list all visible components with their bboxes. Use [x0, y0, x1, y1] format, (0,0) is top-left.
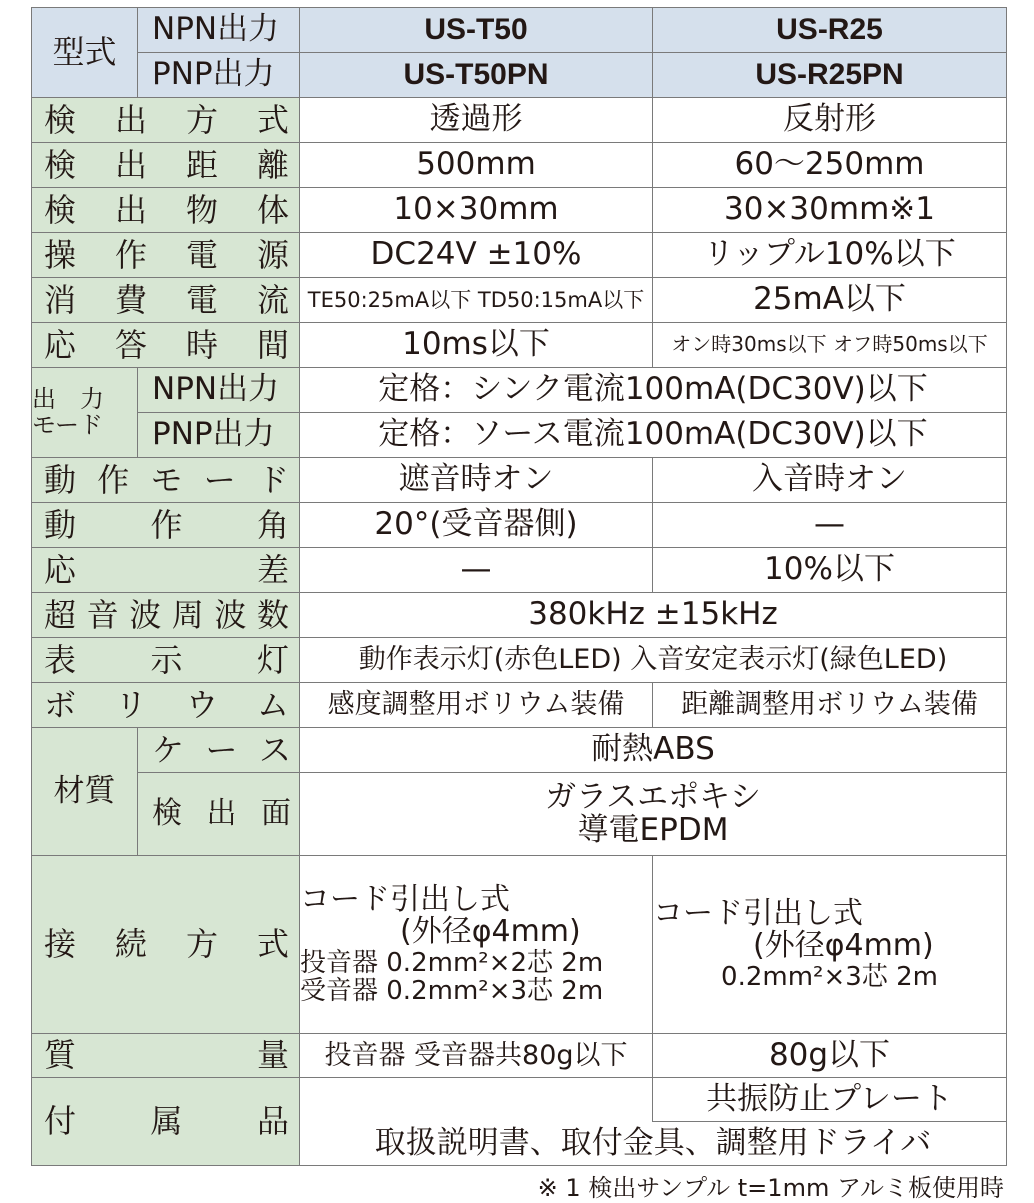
material-face-value	[300, 773, 1007, 856]
row-label-power: 操 作 電 源	[32, 233, 300, 278]
row-label-indicator: 表 示 灯	[32, 638, 300, 683]
detect-object-col2: 30×30mm※1	[653, 188, 1007, 233]
row-label-volume: ボ リ ウ ム	[32, 683, 300, 728]
hysteresis-col1: —	[300, 548, 653, 593]
connection-col2-line2: (外径φ4mm)	[753, 928, 934, 964]
npn-header-label: NPN出力	[138, 8, 300, 53]
connection-col2-line3: 0.2mm²×3芯 2m	[721, 961, 938, 992]
row-label-mass: 質 量	[32, 1034, 300, 1078]
hysteresis-col2: 10%以下	[653, 548, 1007, 593]
connection-col1-line3: 投音器 0.2mm²×2芯 2m	[300, 947, 604, 978]
connection-col1	[300, 856, 653, 1034]
row-label-material: 材質	[32, 728, 138, 856]
row-label-operation-mode: 動 作 モ ー ド	[32, 458, 300, 503]
material-case-value: 耐熱ABS	[300, 728, 1007, 773]
accessories-common: 取扱説明書、取付金具、調整用ドライバ	[300, 1122, 1007, 1166]
response-col1: 10ms以下	[300, 323, 653, 368]
response-col2: オン時30ms以下 オフ時50ms以下	[653, 323, 1007, 368]
connection-col1-line1: コード引出し式	[300, 882, 510, 918]
row-label-frequency: 超 音 波 周 波 数	[32, 593, 300, 638]
accessories-col1-top	[300, 1078, 653, 1122]
model-col1-pnp: US-T50PN	[300, 53, 653, 98]
row-label-accessories: 付 属 品	[32, 1078, 300, 1166]
connection-col1-line4: 受音器 0.2mm²×3芯 2m	[300, 975, 604, 1006]
model-label: 型式	[32, 8, 138, 98]
detect-object-col1: 10×30mm	[300, 188, 653, 233]
detect-distance-col2: 60～250mm	[653, 143, 1007, 188]
row-label-hysteresis: 応 差	[32, 548, 300, 593]
connection-col2-line1: コード引出し式	[653, 896, 863, 932]
connection-col1-line2: (外径φ4mm)	[400, 914, 581, 950]
output-pnp-value: 定格：ソース電流100mA(DC30V)以下	[300, 413, 1007, 458]
detect-method-col2: 反射形	[653, 98, 1007, 143]
row-label-output-mode: 出 力 モード	[32, 368, 138, 458]
row-label-operation-angle: 動 作 角	[32, 503, 300, 548]
row-label-detect-method: 検 出 方 式	[32, 98, 300, 143]
operation-angle-col2: —	[653, 503, 1007, 548]
material-face-line1: ガラスエポキシ	[545, 778, 761, 815]
model-col2-npn: US-R25	[653, 8, 1007, 53]
material-face-line2: 導電EPDM	[577, 812, 729, 848]
model-col2-pnp: US-R25PN	[653, 53, 1007, 98]
material-case-label: ケ ー ス	[138, 728, 300, 773]
power-col1: DC24V ±10%	[300, 233, 653, 278]
output-npn-label: NPN出力	[138, 368, 300, 413]
detect-method-col1: 透過形	[300, 98, 653, 143]
row-label-connection: 接 続 方 式	[32, 856, 300, 1034]
volume-col1: 感度調整用ボリウム装備	[300, 683, 653, 728]
row-label-response: 応 答 時 間	[32, 323, 300, 368]
mass-col2: 80g以下	[653, 1034, 1007, 1078]
model-col1-npn: US-T50	[300, 8, 653, 53]
current-col1: TE50:25mA以下 TD50:15mA以下	[300, 278, 653, 323]
operation-mode-col2: 入音時オン	[653, 458, 1007, 503]
output-pnp-label: PNP出力	[138, 413, 300, 458]
operation-mode-col1: 遮音時オン	[300, 458, 653, 503]
current-col2: 25mA以下	[653, 278, 1007, 323]
detect-distance-col1: 500mm	[300, 143, 653, 188]
footnote: ※ 1 検出サンプル t=1mm アルミ板使用時	[537, 1174, 1004, 1202]
row-label-current: 消 費 電 流	[32, 278, 300, 323]
spec-table	[31, 7, 1007, 1166]
connection-col2	[653, 856, 1007, 1034]
pnp-header-label: PNP出力	[138, 53, 300, 98]
frequency-value: 380kHz ±15kHz	[300, 593, 1007, 638]
row-label-detect-object: 検 出 物 体	[32, 188, 300, 233]
accessories-col2-top: 共振防止プレート	[653, 1078, 1007, 1122]
material-face-label: 検 出 面	[138, 773, 300, 856]
output-npn-value: 定格：シンク電流100mA(DC30V)以下	[300, 368, 1007, 413]
indicator-value: 動作表示灯(赤色LED) 入音安定表示灯(緑色LED)	[300, 638, 1007, 683]
volume-col2: 距離調整用ボリウム装備	[653, 683, 1007, 728]
mass-col1: 投音器 受音器共80g以下	[300, 1034, 653, 1078]
row-label-detect-distance: 検 出 距 離	[32, 143, 300, 188]
power-col2: リップル10%以下	[653, 233, 1007, 278]
operation-angle-col1: 20°(受音器側)	[300, 503, 653, 548]
